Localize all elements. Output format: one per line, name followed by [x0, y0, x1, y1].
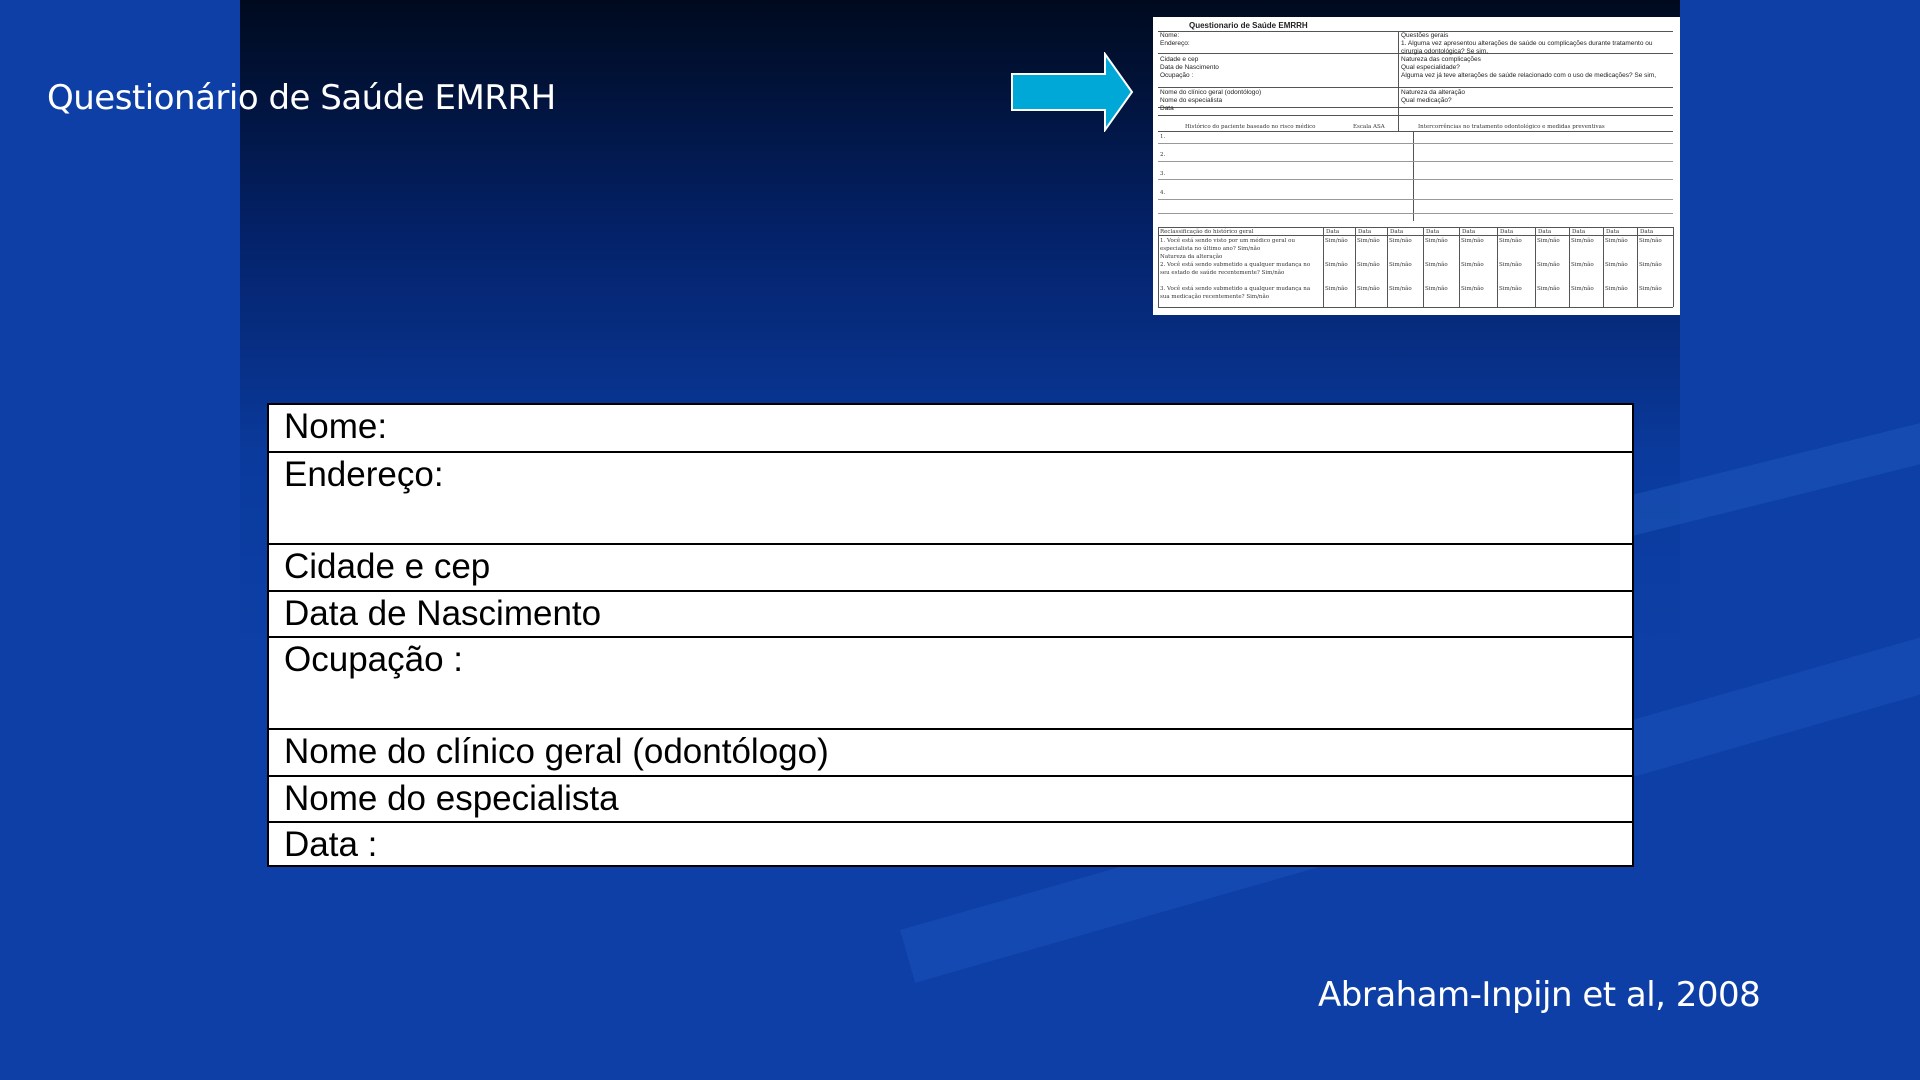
thumb-field: Qual especialidade?	[1401, 64, 1460, 71]
thumb-field: Endereço:	[1160, 40, 1190, 47]
thumb-section-header: Intercorrências no tratamento odontológico e medidas preventivas	[1418, 124, 1605, 130]
thumb-col-label: Data	[1572, 229, 1586, 235]
thumb-question: 1. Você está sendo visto por um médico geral ou especialista no último ano? Sim/não	[1160, 238, 1295, 252]
thumb-cell: Sim/não	[1389, 286, 1412, 292]
thumb-cell: Sim/não	[1389, 262, 1412, 268]
thumb-cell: Sim/não	[1461, 262, 1484, 268]
form-row-name	[269, 405, 1632, 451]
thumb-cell: Sim/não	[1357, 262, 1380, 268]
thumb-cell: Sim/não	[1357, 238, 1380, 244]
form-row-general-dentist	[269, 728, 1632, 775]
form-label-birth-date: Data de Nascimento	[284, 594, 602, 633]
thumb-cell: Sim/não	[1605, 262, 1628, 268]
thumb-question: 2. Você está sendo submetido a qualquer mudança no seu estado de saúde recentemente? Sim/não	[1160, 262, 1311, 276]
thumb-cell: Sim/não	[1325, 286, 1348, 292]
thumb-number: 1.	[1160, 134, 1166, 140]
patient-form-table	[267, 403, 1634, 867]
thumb-cell: Sim/não	[1425, 286, 1448, 292]
citation: Abraham-Inpijn et al, 2008	[1318, 975, 1761, 1015]
thumb-col-label: Data	[1426, 229, 1440, 235]
thumb-field: Nome do especialista	[1160, 97, 1223, 104]
thumb-cell: Sim/não	[1499, 238, 1522, 244]
thumb-number: 2.	[1160, 152, 1166, 158]
thumb-col-label: Data	[1538, 229, 1552, 235]
thumb-cell: Sim/não	[1571, 262, 1594, 268]
thumb-field: Natureza da alteração	[1401, 89, 1465, 96]
thumb-field: Natureza das complicações	[1401, 56, 1481, 63]
thumb-cell: Sim/não	[1571, 286, 1594, 292]
form-label-date: Data :	[284, 825, 378, 864]
form-row-city-zip	[269, 543, 1632, 590]
form-row-birth-date	[269, 590, 1632, 636]
arrow-right-icon	[1010, 52, 1135, 132]
thumb-question: Natureza da alteração	[1160, 254, 1223, 260]
thumb-col-label: Data	[1500, 229, 1514, 235]
thumb-cell: Sim/não	[1537, 286, 1560, 292]
thumb-cell: Sim/não	[1425, 238, 1448, 244]
thumb-field: Ocupação :	[1160, 72, 1194, 79]
thumb-col-label: Data	[1326, 229, 1340, 235]
thumb-col-label: Data	[1390, 229, 1404, 235]
thumb-cell: Sim/não	[1605, 286, 1628, 292]
thumb-cell: Sim/não	[1389, 238, 1412, 244]
form-row-date	[269, 821, 1632, 865]
slide-title: Questionário de Saúde EMRRH	[47, 78, 556, 118]
form-label-city-zip: Cidade e cep	[284, 547, 491, 586]
form-label-occupation: Ocupação :	[284, 640, 463, 679]
thumb-cell: Sim/não	[1357, 286, 1380, 292]
thumb-cell: Sim/não	[1461, 238, 1484, 244]
form-label-specialist: Nome do especialista	[284, 779, 619, 818]
thumb-field: Questões gerais	[1401, 32, 1449, 39]
thumb-field: cirurgia odontológica? Se sim,	[1401, 48, 1489, 55]
thumb-bottom-header: Reclassificação do histórico geral	[1160, 229, 1254, 235]
thumb-field: Nome:	[1160, 32, 1180, 39]
form-label-address: Endereço:	[284, 455, 444, 494]
thumb-col-label: Data	[1462, 229, 1476, 235]
form-label-name: Nome:	[284, 407, 388, 446]
thumb-col-label: Data	[1640, 229, 1654, 235]
thumb-col-label: Data	[1358, 229, 1372, 235]
form-row-specialist	[269, 775, 1632, 821]
thumb-question: 3. Você está sendo submetido a qualquer mudança na sua medicação recentemente? Sim/não	[1160, 286, 1311, 300]
thumb-field: Data de Nascimento	[1160, 64, 1219, 71]
thumb-cell: Sim/não	[1537, 262, 1560, 268]
thumb-number: 4.	[1160, 190, 1166, 196]
form-label-general-dentist: Nome do clínico geral (odontólogo)	[284, 732, 829, 771]
thumb-field: Nome do clínico geral (odontólogo)	[1160, 89, 1262, 96]
form-row-occupation	[269, 636, 1632, 728]
thumb-field: Qual medicação?	[1401, 97, 1452, 104]
thumb-cell: Sim/não	[1571, 238, 1594, 244]
thumbnail-title: Questionario de Saúde EMRRH	[1189, 21, 1308, 30]
thumb-field: 1. Alguma vez apresentou alterações de saúde ou complicações durante tratamento ou	[1401, 40, 1653, 47]
thumb-field: Alguma vez já teve alterações de saúde relacionado com o uso de medicações? Se sim,	[1401, 72, 1657, 79]
thumb-col-label: Data	[1606, 229, 1620, 235]
thumb-cell: Sim/não	[1499, 286, 1522, 292]
thumb-cell: Sim/não	[1499, 262, 1522, 268]
thumb-section-header: Histórico do paciente baseado no risco médico	[1185, 124, 1316, 130]
thumb-cell: Sim/não	[1605, 238, 1628, 244]
form-row-address	[269, 451, 1632, 543]
thumb-cell: Sim/não	[1461, 286, 1484, 292]
questionnaire-thumbnail	[1153, 17, 1680, 315]
thumb-cell: Sim/não	[1639, 262, 1662, 268]
thumb-cell: Sim/não	[1325, 238, 1348, 244]
thumb-field: Data	[1160, 105, 1174, 112]
thumb-section-header: Escala ASA	[1353, 124, 1385, 130]
thumb-cell: Sim/não	[1425, 262, 1448, 268]
thumb-cell: Sim/não	[1537, 238, 1560, 244]
thumb-cell: Sim/não	[1639, 238, 1662, 244]
thumb-field: Cidade e cep	[1160, 56, 1199, 63]
thumb-cell: Sim/não	[1325, 262, 1348, 268]
thumb-number: 3.	[1160, 171, 1166, 177]
thumb-cell: Sim/não	[1639, 286, 1662, 292]
